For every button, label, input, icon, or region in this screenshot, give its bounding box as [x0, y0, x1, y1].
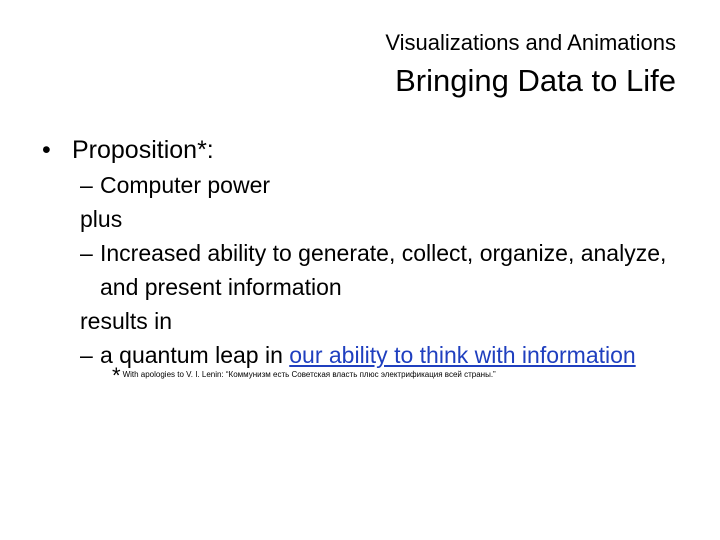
sub-item-3-text: a quantum leap in	[100, 342, 290, 368]
bullet-dot-icon: •	[42, 136, 51, 164]
sub-item-2-text: Increased ability to generate, collect, organize, analyze, and present information	[100, 240, 667, 300]
footnote-text: With apologies to V. I. Lenin: “Коммунизм есть Советская власть плюс электрификация всей страны.”	[122, 370, 496, 379]
sub-item-1	[42, 168, 682, 202]
think-with-information-link[interactable]: our ability to think with information	[289, 342, 636, 368]
slide-body	[42, 132, 682, 388]
slide-title	[385, 28, 676, 100]
footnote-asterisk: *	[112, 363, 121, 388]
connector-plus: plus	[80, 206, 123, 232]
dash-icon: –	[80, 342, 93, 368]
title-line-2: Bringing Data to Life	[395, 63, 676, 98]
title-line-1: Visualizations and Animations	[385, 30, 676, 55]
sub-item-2	[42, 236, 682, 304]
main-bullet-text: Proposition*:	[72, 136, 214, 164]
sub-item-1-text: Computer power	[100, 172, 271, 198]
connector-results-in: results in	[80, 308, 173, 334]
main-bullet	[42, 132, 682, 168]
dash-icon: –	[80, 240, 93, 266]
dash-icon: –	[80, 172, 93, 198]
sub-item-3	[42, 338, 682, 372]
